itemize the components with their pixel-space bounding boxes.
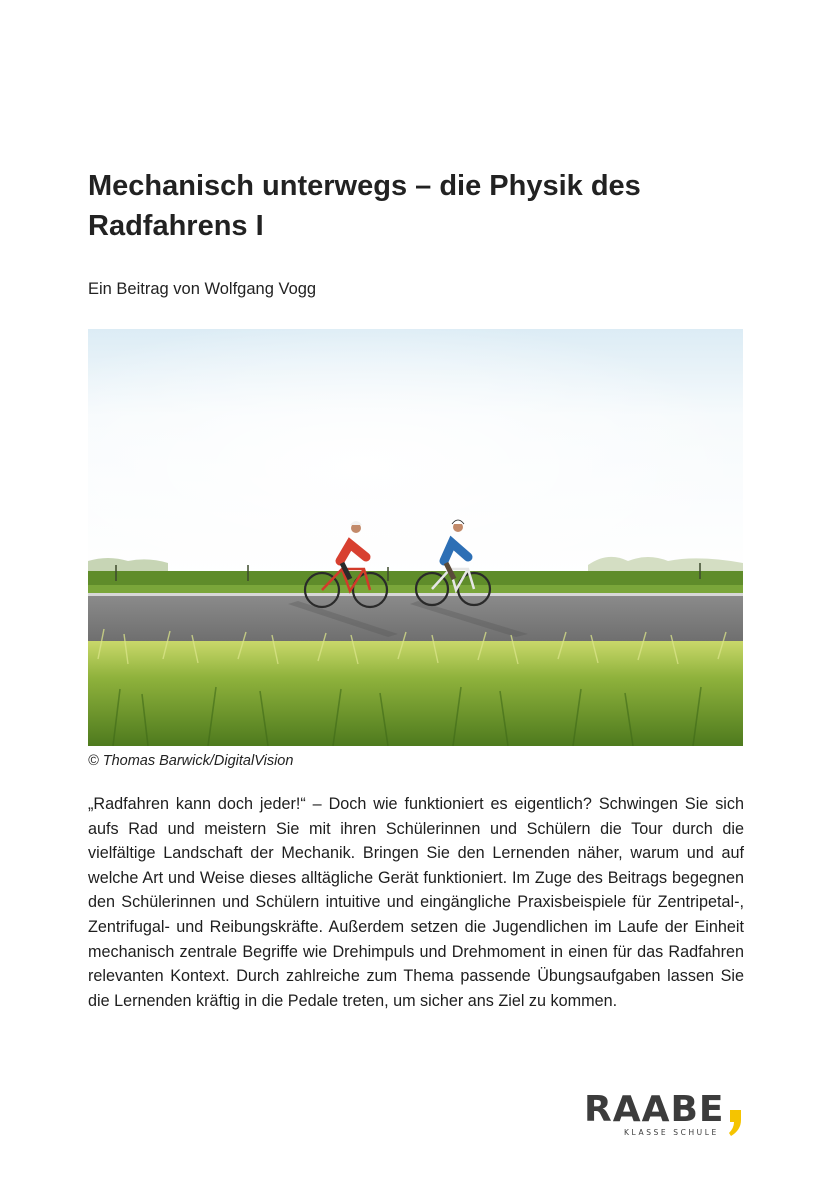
logo-tagline: KLASSE SCHULE: [624, 1128, 719, 1137]
raabe-logo: [584, 1090, 749, 1140]
logo-comma-icon: [727, 1110, 743, 1136]
cover-photo: [88, 329, 743, 746]
document-title: Mechanisch unterwegs – die Physik des Radfahrens I: [88, 170, 641, 242]
photo-credit: © Thomas Barwick/DigitalVision: [88, 753, 294, 769]
intro-paragraph: „Radfahren kann doch jeder!“ – Doch wie funktioniert es eigentlich? Schwingen Sie sich aufs Rad und meistern Sie mit ihren Schülerinnen und Schülern die Tour durch die vielfältige Landschaft der Mechanik. Bringen Sie den Lernenden näher, warum und auf welche Art und Weise dieses alltägliche Gerät funktioniert. Im Zuge des Beitrags begegnen den Schülerinnen und Schülern intuitive und eingängliche Praxisbeispiele für Zentripetal-, Zentrifugal- und Reibungskräfte. Außerdem setzen die Jugendlichen im Laufe der Einheit mechanisch zentrale Begriffe wie Drehimpuls und Drehmoment in einen für das Radfahren relevanten Kontext. Durch zahlreiche zum Thema passende Übungsaufgaben lassen Sie die Lernenden kräftig in die Pedale treten, um sicher ans Ziel zu kommen.: [88, 795, 744, 1010]
logo-wordmark: RAABE: [584, 1089, 725, 1130]
author-byline: Ein Beitrag von Wolfgang Vogg: [88, 280, 317, 298]
